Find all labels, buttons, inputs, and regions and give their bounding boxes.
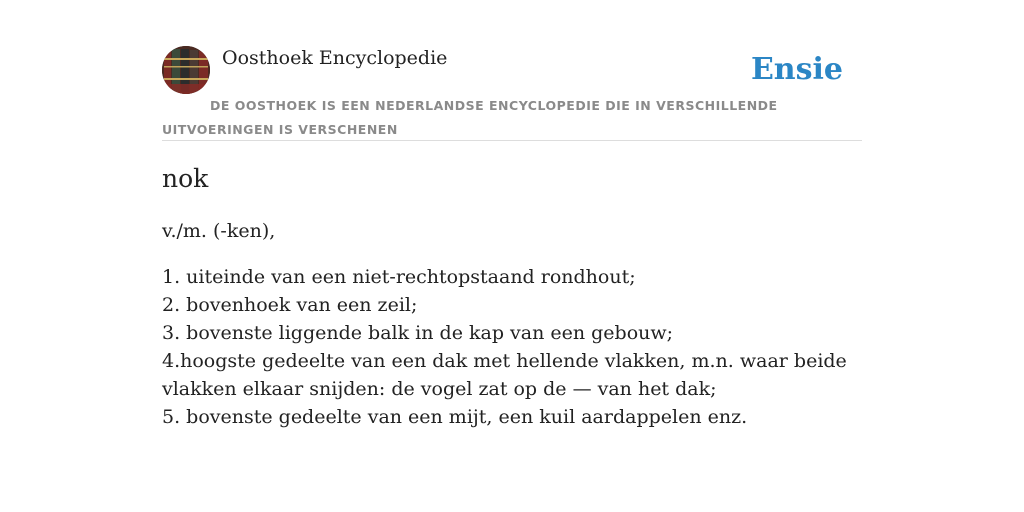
definition-item: 5. bovenste gedeelte van een mijt, een kuil aardappelen enz. <box>162 406 748 428</box>
site-title[interactable]: Oosthoek Encyclopedie <box>222 47 448 69</box>
definition-list <box>162 263 862 431</box>
definition-item: 2. bovenhoek van een zeil; <box>162 294 418 316</box>
definition-item: 1. uiteinde van een niet-rechtopstaand rondhout; <box>162 266 636 288</box>
definition-item: 4.hoogste gedeelte van een dak met hellende vlakken, m.n. waar beide vlakken elkaar snijden: de vogel zat op de — van het dak; <box>162 350 847 400</box>
site-tagline: DE OOSTHOEK IS EEN NEDERLANDSE ENCYCLOPEDIE DIE IN VERSCHILLENDE UITVOERINGEN IS VERSCHENEN <box>162 98 778 137</box>
brand-logo[interactable]: Ensie <box>750 52 843 87</box>
definition-item: 3. bovenste liggende balk in de kap van een gebouw; <box>162 322 674 344</box>
grammar-info: v./m. (-ken), <box>162 220 276 242</box>
book-spines-icon[interactable] <box>162 46 210 94</box>
entry-title: nok <box>162 164 209 193</box>
header <box>162 46 862 141</box>
